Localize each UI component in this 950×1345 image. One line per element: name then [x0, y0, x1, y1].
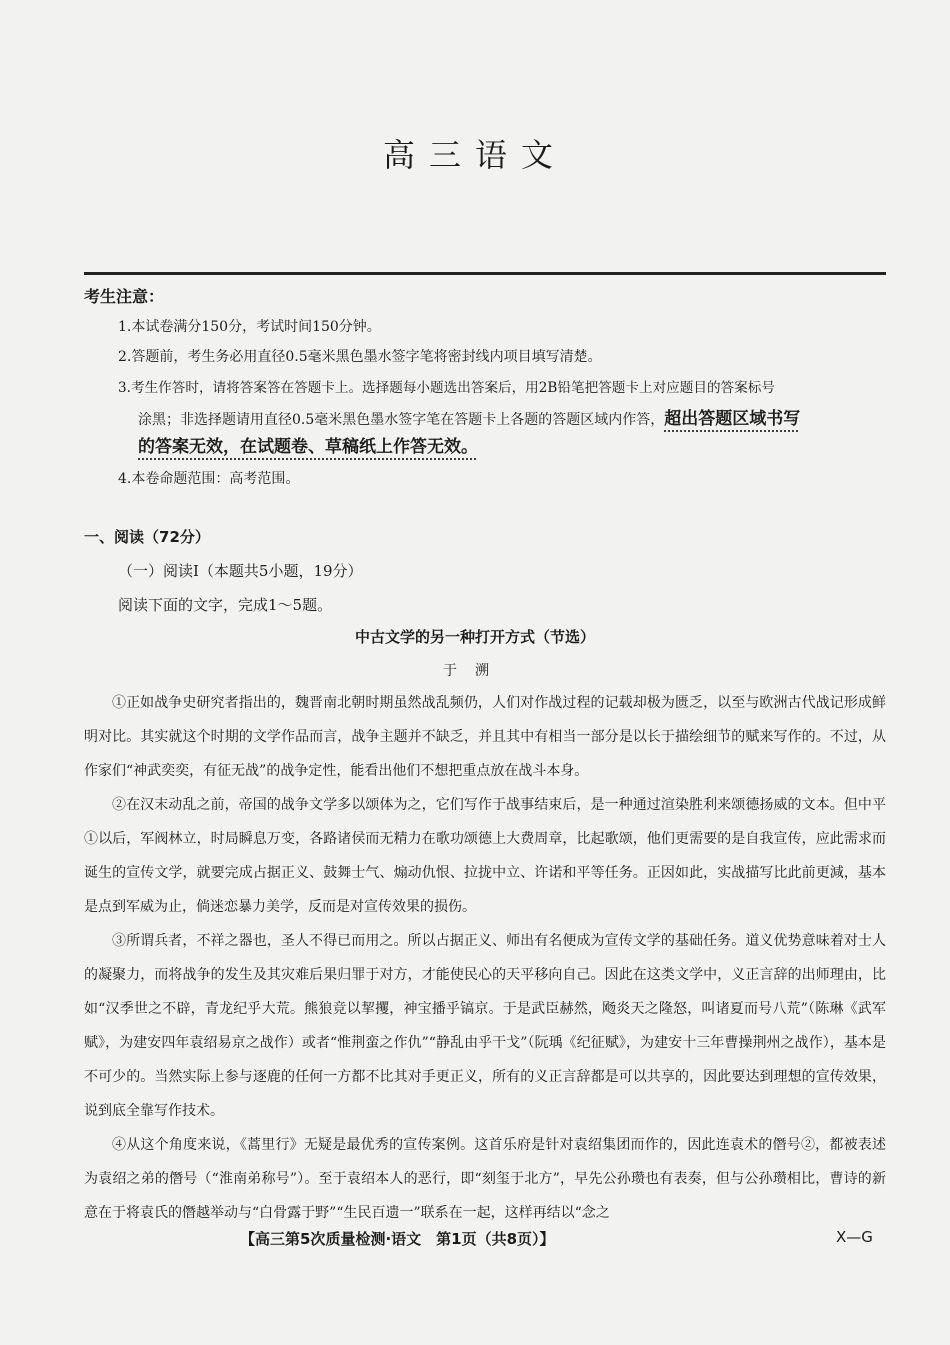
notice-heading: 考生注意： — [84, 287, 165, 306]
notice-emphasis-1: 超出答题区域书写 — [664, 409, 801, 429]
notice-emphasis-2: 的答案无效，在试题卷、草稿纸上作答无效。 — [138, 437, 478, 457]
page-footer: 【高三第5次质量检测·语文 第1页（共8页）】 — [240, 1230, 555, 1248]
notice-item-3-line-2 — [138, 404, 800, 429]
notice-item-3-line-1: 3.考生作答时，请将答案答在答题卡上。选择题每小题选出答案后，用2B铅笔把答题卡上对应题目的答案标号 — [118, 380, 775, 396]
notice-item-3-text: 涂黑；非选择题请用直径0.5毫米黑色墨水签字笔在答题卡上各题的答题区域内作答， — [138, 412, 665, 428]
page-title: 高三语文 — [382, 136, 567, 174]
reading-instruction: 阅读下面的文字，完成1～5题。 — [118, 596, 333, 614]
notice-item-4: 4.本卷命题范围：高考范围。 — [118, 471, 300, 487]
passage-body — [84, 686, 886, 1230]
notice-item-1: 1.本试卷满分150分，考试时间150分钟。 — [118, 319, 381, 335]
header-divider — [84, 272, 886, 275]
subsection-heading: （一）阅读Ⅰ（本题共5小题，19分） — [118, 562, 363, 580]
passage-author: 于溯 — [443, 663, 507, 679]
paper-code: X—G — [836, 1228, 873, 1246]
notice-item-2: 2.答题前，考生务必用直径0.5毫米黑色墨水签字笔将密封线内项目填写清楚。 — [118, 349, 602, 365]
notice-item-3-line-3 — [138, 432, 478, 457]
passage-paragraph-4: ④从这个角度来说，《蒿里行》无疑是最优秀的宣传案例。这首乐府是针对袁绍集团而作的，因此连袁术的僭号②，都被表述为袁绍之弟的僭号（“淮南弟称号”）。至于袁绍本人的恶行，即“刻玺于北方”，早先公孙瓒也有表奏，但与公孙瓒相比，曹诗的新意在于将袁氏的僭越举动与“白骨露于野”“生民百遗一”联系在一起，这样再结以“念之 — [84, 1137, 886, 1221]
passage-paragraph-2: ②在汉末动乱之前，帝国的战争文学多以颂体为之，它们写作于战事结束后，是一种通过渲染胜利来颂德扬威的文本。但中平①以后，军阀林立，时局瞬息万变，各路诸侯而无精力在歌功颂德上大费周章，比起歌颂，他们更需要的是自我宣传，应此需求而诞生的宣传文学，就要完成占据正义、鼓舞士气、煽动仇恨、拉拢中立、许诺和平等任务。正因如此，实战描写比此前更減，基本是点到军威为止，倘迷恋暴力美学，反而是对宣传效果的损伤。 — [84, 797, 886, 915]
passage-paragraph-3: ③所谓兵者，不祥之器也，圣人不得已而用之。所以占据正义、师出有名便成为宣传文学的基础任务。道义优势意味着对士人的凝聚力，而将战争的发生及其灾难后果归罪于对方，才能使民心的天平移向自己。因此在这类文学中，义正言辞的出师理由，比如“汉季世之不辟，青龙纪乎大荒。熊狼竞以挈攫，神宝播乎镐京。于是武臣赫然，飏炎天之隆怒，叫诸夏而号八荒”（陈琳《武军赋》，为建安四年袁绍易京之战作）或者“惟荆蛮之作仇”“静乱由乎干戈”（阮瑀《纪征赋》，为建安十三年曹操荆州之战作），基本是不可少的。当然实际上参与逐鹿的任何一方都不比其对手更正义，所有的义正言辞都是可以共享的，因此要达到理想的宣传效果，说到底全靠写作技术。 — [84, 933, 886, 1119]
passage-title: 中古文学的另一种打开方式（节选） — [354, 628, 595, 646]
passage-paragraph-1: ①正如战争史研究者指出的，魏晋南北朝时期虽然战乱频仍，人们对作战过程的记载却极为匮乏，以至与欧洲古代战记形成鲜明对比。其实就这个时期的文学作品而言，战争主题并不缺乏，并且其中有相当一部分是以长于描绘细节的赋来写作的。不过，从作家们“神武奕奕，有征无战”的战争定性，能看出他们不想把重点放在战斗本身。 — [84, 695, 886, 779]
section-heading: 一、阅读（72分） — [84, 528, 210, 546]
